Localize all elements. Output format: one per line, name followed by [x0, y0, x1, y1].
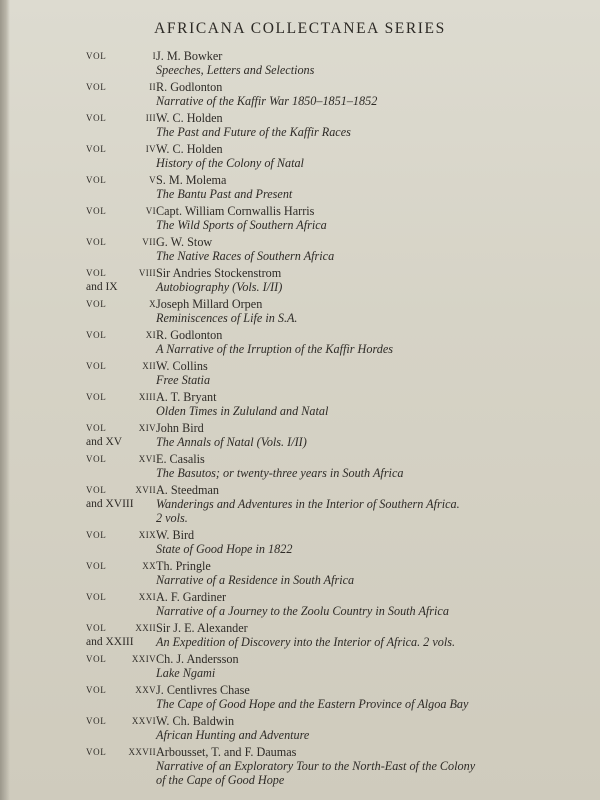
- entry-line: [86, 745, 556, 759]
- author-name: W. C. Holden: [156, 142, 223, 156]
- entry-line: [86, 404, 556, 418]
- book-title: Wanderings and Adventures in the Interior of Southern Africa.: [156, 497, 460, 511]
- volume-label-cell: [86, 528, 156, 542]
- entry-line: [86, 390, 556, 404]
- book-title: State of Good Hope in 1822: [156, 542, 293, 556]
- volume-label-cell: [86, 142, 156, 156]
- volume-prefix: VOL: [86, 530, 107, 540]
- volume-prefix: VOL: [86, 268, 107, 278]
- author-name: E. Casalis: [156, 452, 205, 466]
- volume-prefix: VOL: [86, 485, 107, 495]
- book-title: The Annals of Natal (Vols. I/II): [156, 435, 307, 449]
- entry-line: [86, 187, 556, 201]
- volume-prefix: VOL: [86, 716, 107, 726]
- volume-prefix: VOL: [86, 747, 107, 757]
- volume-number: V: [149, 175, 156, 185]
- book-title: Reminiscences of Life in S.A.: [156, 311, 298, 325]
- book-title: The Past and Future of the Kaffir Races: [156, 125, 351, 139]
- author-name: J. M. Bowker: [156, 49, 223, 63]
- entry-line: [86, 328, 556, 342]
- book-title: Speeches, Letters and Selections: [156, 63, 315, 77]
- author-name: W. C. Holden: [156, 111, 223, 125]
- volume-entry: [86, 80, 556, 108]
- volume-entry: [86, 173, 556, 201]
- volume-prefix: VOL: [86, 299, 107, 309]
- volume-number: XIII: [138, 392, 156, 402]
- volume-prefix: VOL: [86, 175, 107, 185]
- author-name: W. Bird: [156, 528, 195, 542]
- entry-line: [86, 266, 556, 280]
- entry-line: [86, 497, 556, 511]
- book-title: The Basutos; or twenty-three years in South Africa: [156, 466, 404, 480]
- volume-prefix: VOL: [86, 392, 107, 402]
- entry-line: [86, 125, 556, 139]
- volume-label-cell: [86, 49, 156, 63]
- entry-line: [86, 142, 556, 156]
- entry-line: [86, 728, 556, 742]
- volume-prefix: VOL: [86, 113, 107, 123]
- volume-number: III: [145, 113, 156, 123]
- volume-entry: [86, 235, 556, 263]
- author-name: John Bird: [156, 421, 204, 435]
- volume-entry: [86, 359, 556, 387]
- volume-label-cell: [86, 745, 156, 759]
- book-title: Free Statia: [156, 373, 211, 387]
- volume-number: XXVII: [128, 747, 156, 757]
- volume-number: XVII: [135, 485, 156, 495]
- volume-number: IV: [145, 144, 156, 154]
- page-gutter-edge: [0, 0, 10, 800]
- volume-entry: [86, 745, 556, 787]
- volume-label-cell: [86, 652, 156, 666]
- volume-label-cell: [86, 621, 156, 635]
- volume-number: X: [149, 299, 156, 309]
- volume-prefix: VOL: [86, 561, 107, 571]
- volume-entry: [86, 621, 556, 649]
- entry-line: [86, 342, 556, 356]
- volume-label-cell: [86, 80, 156, 94]
- entry-line: [86, 697, 556, 711]
- author-name: Joseph Millard Orpen: [156, 297, 263, 311]
- volume-prefix: VOL: [86, 592, 107, 602]
- entry-line: [86, 666, 556, 680]
- entry-line: [86, 528, 556, 542]
- entry-line: [86, 714, 556, 728]
- author-name: W. Ch. Baldwin: [156, 714, 235, 728]
- entry-line: [86, 311, 556, 325]
- entry-line: [86, 297, 556, 311]
- volume-number: XIV: [138, 423, 156, 433]
- volume-number: XXI: [138, 592, 156, 602]
- author-name: R. Godlonton: [156, 328, 223, 342]
- book-title: of the Cape of Good Hope: [156, 773, 285, 787]
- volume-entry: [86, 266, 556, 294]
- volume-number: XXII: [135, 623, 156, 633]
- entry-line: [86, 49, 556, 63]
- entry-line: [86, 452, 556, 466]
- volume-entry: [86, 390, 556, 418]
- volume-label-cell: [86, 559, 156, 573]
- book-title: Narrative of a Journey to the Zoolu Country in South Africa: [156, 604, 449, 618]
- entry-line: [86, 683, 556, 697]
- author-name: W. Collins: [156, 359, 208, 373]
- volume-number: XVI: [138, 454, 156, 464]
- entry-line: [86, 511, 556, 525]
- volume-label-cell: [86, 683, 156, 697]
- volume-number: XI: [145, 330, 156, 340]
- volume-number: I: [152, 51, 156, 61]
- volume-entry: [86, 652, 556, 680]
- volume-label-cell: [86, 635, 156, 649]
- entry-line: [86, 249, 556, 263]
- book-title: Olden Times in Zululand and Natal: [156, 404, 329, 418]
- entry-line: [86, 218, 556, 232]
- volume-continuation: and XV: [86, 436, 123, 448]
- entry-line: [86, 590, 556, 604]
- volume-number: XXVI: [131, 716, 156, 726]
- author-name: A. Steedman: [156, 483, 219, 497]
- volume-prefix: VOL: [86, 144, 107, 154]
- author-name: Sir J. E. Alexander: [156, 621, 248, 635]
- volume-label-cell: [86, 204, 156, 218]
- volume-continuation: and IX: [86, 281, 118, 293]
- author-name: G. W. Stow: [156, 235, 213, 249]
- entry-line: [86, 280, 556, 294]
- entry-line: [86, 421, 556, 435]
- entry-line: [86, 80, 556, 94]
- volume-label-cell: [86, 590, 156, 604]
- volume-label-cell: [86, 328, 156, 342]
- volume-label-cell: [86, 390, 156, 404]
- volume-prefix: VOL: [86, 206, 107, 216]
- volume-label-cell: [86, 714, 156, 728]
- volume-label-cell: [86, 435, 156, 449]
- volume-prefix: VOL: [86, 454, 107, 464]
- entry-line: [86, 373, 556, 387]
- entry-line: [86, 435, 556, 449]
- author-name: Arbousset, T. and F. Daumas: [156, 745, 297, 759]
- entry-line: [86, 773, 556, 787]
- book-title: Narrative of an Exploratory Tour to the North-East of the Colony: [156, 759, 476, 773]
- volume-number: XX: [142, 561, 156, 571]
- volume-prefix: VOL: [86, 51, 107, 61]
- volume-number: VI: [145, 206, 156, 216]
- entry-line: [86, 604, 556, 618]
- volume-entry: [86, 111, 556, 139]
- volume-entry: [86, 49, 556, 77]
- volume-entry: [86, 421, 556, 449]
- volume-number: XIX: [138, 530, 156, 540]
- book-title: The Wild Sports of Southern Africa: [156, 218, 327, 232]
- author-name: R. Godlonton: [156, 80, 223, 94]
- volume-label-cell: [86, 359, 156, 373]
- entry-line: [86, 759, 556, 773]
- volume-entry: [86, 204, 556, 232]
- book-title: A Narrative of the Irruption of the Kaffir Hordes: [156, 342, 393, 356]
- volume-prefix: VOL: [86, 82, 107, 92]
- entry-line: [86, 652, 556, 666]
- entry-line: [86, 359, 556, 373]
- author-name: A. T. Bryant: [156, 390, 217, 404]
- entry-line: [86, 94, 556, 108]
- book-title: The Native Races of Southern Africa: [156, 249, 335, 263]
- volume-number: XXV: [135, 685, 156, 695]
- book-title: Narrative of the Kaffir War 1850–1851–1852: [156, 94, 378, 108]
- author-name: Ch. J. Andersson: [156, 652, 239, 666]
- entry-line: [86, 466, 556, 480]
- entry-line: [86, 204, 556, 218]
- author-name: J. Centlivres Chase: [156, 683, 250, 697]
- volume-entry: [86, 590, 556, 618]
- author-name: A. F. Gardiner: [156, 590, 227, 604]
- author-name: S. M. Molema: [156, 173, 227, 187]
- book-title: The Bantu Past and Present: [156, 187, 293, 201]
- volume-continuation: and XVIII: [86, 498, 134, 510]
- entry-line: [86, 573, 556, 587]
- volume-label-cell: [86, 483, 156, 497]
- volume-label-cell: [86, 173, 156, 187]
- volume-entry: [86, 559, 556, 587]
- volume-prefix: VOL: [86, 623, 107, 633]
- volume-label-cell: [86, 280, 156, 294]
- volume-entry: [86, 297, 556, 325]
- author-name: Capt. William Cornwallis Harris: [156, 204, 315, 218]
- book-title: The Cape of Good Hope and the Eastern Province of Algoa Bay: [156, 697, 469, 711]
- volume-label-cell: [86, 297, 156, 311]
- book-title: Autobiography (Vols. I/II): [156, 280, 283, 294]
- page-title: AFRICANA COLLECTANEA SERIES: [154, 20, 446, 37]
- entry-line: [86, 173, 556, 187]
- entry-line: [86, 235, 556, 249]
- author-name: Sir Andries Stockenstrom: [156, 266, 282, 280]
- author-name: Th. Pringle: [156, 559, 211, 573]
- entry-line: [86, 621, 556, 635]
- volume-entry: [86, 714, 556, 742]
- entry-line: [86, 542, 556, 556]
- volume-prefix: VOL: [86, 685, 107, 695]
- volume-label-cell: [86, 452, 156, 466]
- entry-line: [86, 63, 556, 77]
- volume-prefix: VOL: [86, 237, 107, 247]
- entry-line: [86, 156, 556, 170]
- volume-label-cell: [86, 421, 156, 435]
- book-title: Lake Ngami: [156, 666, 216, 680]
- volume-number: II: [149, 82, 156, 92]
- book-title: 2 vols.: [156, 511, 188, 525]
- entry-line: [86, 483, 556, 497]
- volume-prefix: VOL: [86, 654, 107, 664]
- volume-label-cell: [86, 111, 156, 125]
- volume-entry: [86, 528, 556, 556]
- volume-entry: [86, 452, 556, 480]
- volume-number: XXIV: [131, 654, 156, 664]
- volume-list: [86, 49, 556, 790]
- volume-label-cell: [86, 497, 156, 511]
- entry-line: [86, 635, 556, 649]
- volume-label-cell: [86, 235, 156, 249]
- book-title: African Hunting and Adventure: [156, 728, 310, 742]
- volume-prefix: VOL: [86, 330, 107, 340]
- book-title: Narrative of a Residence in South Africa: [156, 573, 355, 587]
- volume-entry: [86, 483, 556, 525]
- volume-entry: [86, 683, 556, 711]
- book-title: An Expedition of Discovery into the Interior of Africa. 2 vols.: [156, 635, 455, 649]
- volume-prefix: VOL: [86, 361, 107, 371]
- entry-line: [86, 111, 556, 125]
- volume-continuation: and XXIII: [86, 636, 134, 648]
- volume-number: VIII: [138, 268, 156, 278]
- volume-entry: [86, 142, 556, 170]
- volume-number: XII: [142, 361, 156, 371]
- entry-line: [86, 559, 556, 573]
- volume-prefix: VOL: [86, 423, 107, 433]
- volume-label-cell: [86, 266, 156, 280]
- book-title: History of the Colony of Natal: [156, 156, 304, 170]
- volume-entry: [86, 328, 556, 356]
- volume-number: VII: [142, 237, 156, 247]
